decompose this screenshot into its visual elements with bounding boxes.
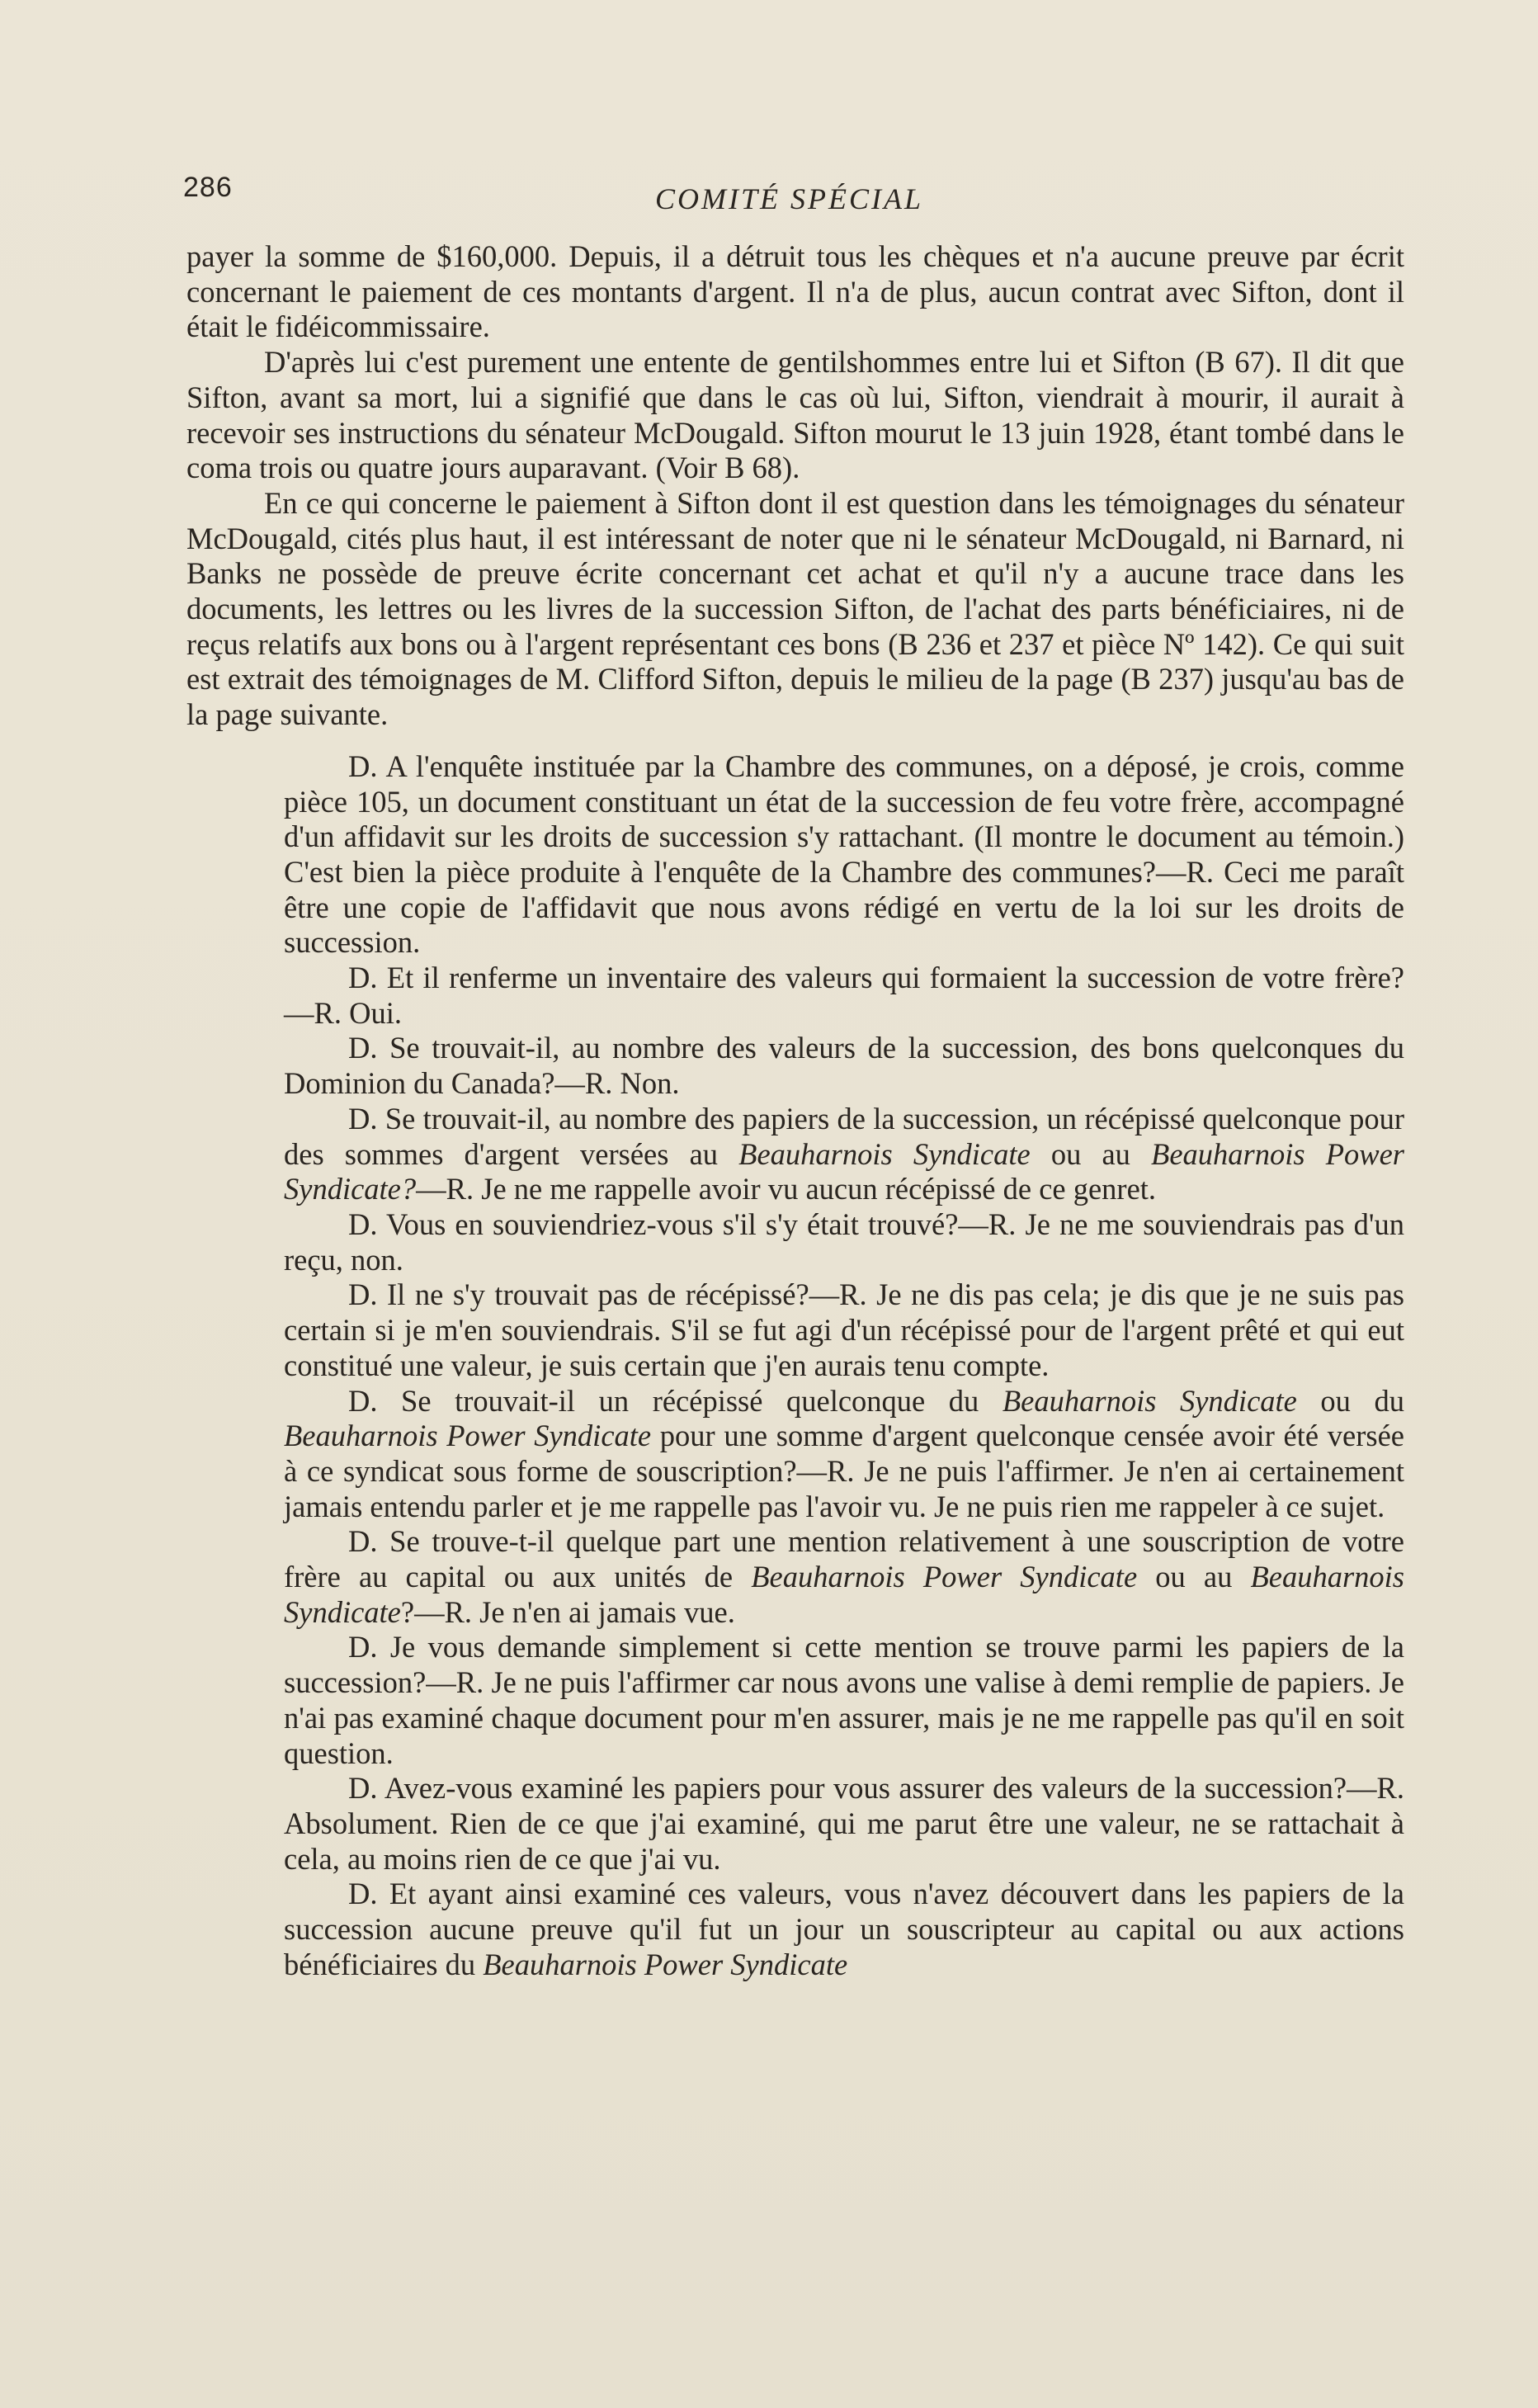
testimony-italic: Beauharnois Power Syndicate <box>751 1560 1138 1594</box>
testimony-entry <box>284 1877 1404 1982</box>
testimony-entry <box>284 1102 1404 1207</box>
testimony-text: ou du <box>1296 1383 1404 1418</box>
testimony-text: ?—R. Je n'en ai jamais vue. <box>400 1594 735 1629</box>
testimony-text: D. Se trouvait-il, au nombre des papiers de la succession, un récépissé quelconque pour des sommes d'argent versées au <box>284 1101 1404 1171</box>
page-number: 286 <box>183 172 233 203</box>
testimony-text: pour une somme d'argent quelconque censée avoir été versée à ce syndicat sous forme de souscription?—R. Je ne puis l'affirmer. Je n'en ai certainement jamais entendu parler et je me rappelle pas l'avoir vu. Je ne puis rien me rappeler à ce sujet. <box>284 1419 1404 1523</box>
testimony-text: D. Il ne s'y trouvait pas de récépissé?—R. Je ne dis pas cela; je dis que je ne suis pas certain si je m'en souviendrais. S'il se fut agi d'un récépissé pour de l'argent prêté et qui eut constitué une valeur, je suis certain que j'en aurais tenu compte. <box>284 1277 1404 1382</box>
testimony-italic: Beauharnois Syndicate <box>1002 1383 1297 1418</box>
testimony-entry <box>284 749 1404 961</box>
testimony-entry <box>284 1207 1404 1277</box>
testimony-entry <box>284 1771 1404 1877</box>
testimony-text: D. Avez-vous examiné les papiers pour vous assurer des valeurs de la succession?—R. Absolument. Rien de ce que j'ai examiné, qui me parut être une valeur, ne se rattachait à cela, au moins rien de ce que j'ai vu. <box>284 1771 1404 1876</box>
testimony-text: D. A l'enquête instituée par la Chambre des communes, on a déposé, je crois, comme pièce 105, un document constituant un état de la succession de feu votre frère, accompagné d'un affidavit sur les droits de succession s'y rattachant. (Il montre le document au témoin.) C'est bien la pièce produite à l'enquête de la Chambre des communes?—R. Ceci me paraît être une copie de l'affidavit que nous avons rédigé en vertu de la loi sur les droits de succession. <box>284 748 1404 960</box>
testimony-text: ou au <box>1137 1560 1251 1594</box>
testimony-text: D. Je vous demande simplement si cette mention se trouve parmi les papiers de la succession?—R. Je ne puis l'affirmer car nous avons une valise à demi remplie de papiers. Je n'ai pas examiné chaque document pour m'en assurer, mais je ne me rappelle pas qu'il en soit question. <box>284 1630 1404 1770</box>
testimony-entry <box>284 1524 1404 1630</box>
testimony-italic: Beauharnois Power Syndicate <box>284 1419 652 1453</box>
testimony-entry <box>284 961 1404 1031</box>
testimony-text: D. Et il renferme un inventaire des valeurs qui formaient la succession de votre frère?—R. Oui. <box>284 961 1404 1030</box>
testimony-text: D. Et ayant ainsi examiné ces valeurs, vous n'avez découvert dans les papiers de la succession aucune preuve qu'il fut un jour un souscripteur au capital ou aux actions bénéficiaires du <box>284 1877 1404 1981</box>
testimony-entry <box>284 1031 1404 1101</box>
testimony-entry <box>284 1384 1404 1525</box>
paragraph: D'après lui c'est purement une entente de gentilshommes entre lui et Sifton (B 67). Il dit que Sifton, avant sa mort, lui a signifié que dans le cas où lui, Sifton, viendrait à mourir, il aurait à recevoir ses instructions du sénateur McDougald. Sifton mourut le 13 juin 1928, étant tombé dans le coma trois ou quatre jours auparavant. (Voir B 68). <box>186 345 1404 485</box>
testimony-text: D. Se trouve-t-il quelque part une mention relativement à une souscription de votre frère au capital ou aux unités de <box>284 1524 1404 1594</box>
paragraph: payer la somme de $160,000. Depuis, il a détruit tous les chèques et n'a aucune preuve par écrit concernant le paiement de ces montants d'argent. Il n'a de plus, aucun contrat avec Sifton, dont il était le fidéicommissaire. <box>186 239 1404 344</box>
testimony-entry <box>284 1630 1404 1771</box>
testimony-italic: Beauharnois Power Syndicate <box>483 1947 848 1981</box>
testimony-text: D. Se trouvait-il un récépissé quelconque du <box>348 1383 1003 1418</box>
testimony-text: —R. Je ne me rappelle avoir vu aucun récépissé de ce genret. <box>416 1172 1157 1206</box>
testimony-block <box>284 749 1404 1983</box>
page-header <box>183 172 1404 221</box>
testimony-italic: Beauharnois Power Syndicate? <box>284 1136 1405 1206</box>
running-head: COMITÉ SPÉCIAL <box>655 182 923 215</box>
testimony-text: D. Vous en souviendriez-vous s'il s'y était trouvé?—R. Je ne me souviendrais pas d'un reçu, non. <box>284 1206 1404 1277</box>
testimony-text: D. Se trouvait-il, au nombre des valeurs de la succession, des bons quelconques du Dominion du Canada?—R. Non. <box>284 1031 1404 1101</box>
paragraph: En ce qui concerne le paiement à Sifton dont il est question dans les témoignages du sénateur McDougald, cités plus haut, il est intéressant de noter que ni le sénateur McDougald, ni Barnard, ni Banks ne possède de preuve écrite concernant cet achat et qu'il n'y a aucune trace dans les documents, les lettres ou les livres de la succession Sifton, de l'achat des parts bénéficiaires, ni de reçus relatifs aux bons ou à l'argent représentant ces bons (B 236 et 237 et pièce Nº 142). Ce qui suit est extrait des témoignages de M. Clifford Sifton, depuis le milieu de la page (B 237) jusqu'au bas de la page suivante. <box>186 485 1404 732</box>
testimony-italic: Beauharnois Syndicate <box>738 1136 1031 1171</box>
testimony-text: ou au <box>1030 1136 1152 1171</box>
testimony-italic: Beauharnois Syndicate <box>284 1560 1404 1629</box>
body-text <box>186 239 1404 1982</box>
testimony-entry <box>284 1277 1404 1383</box>
